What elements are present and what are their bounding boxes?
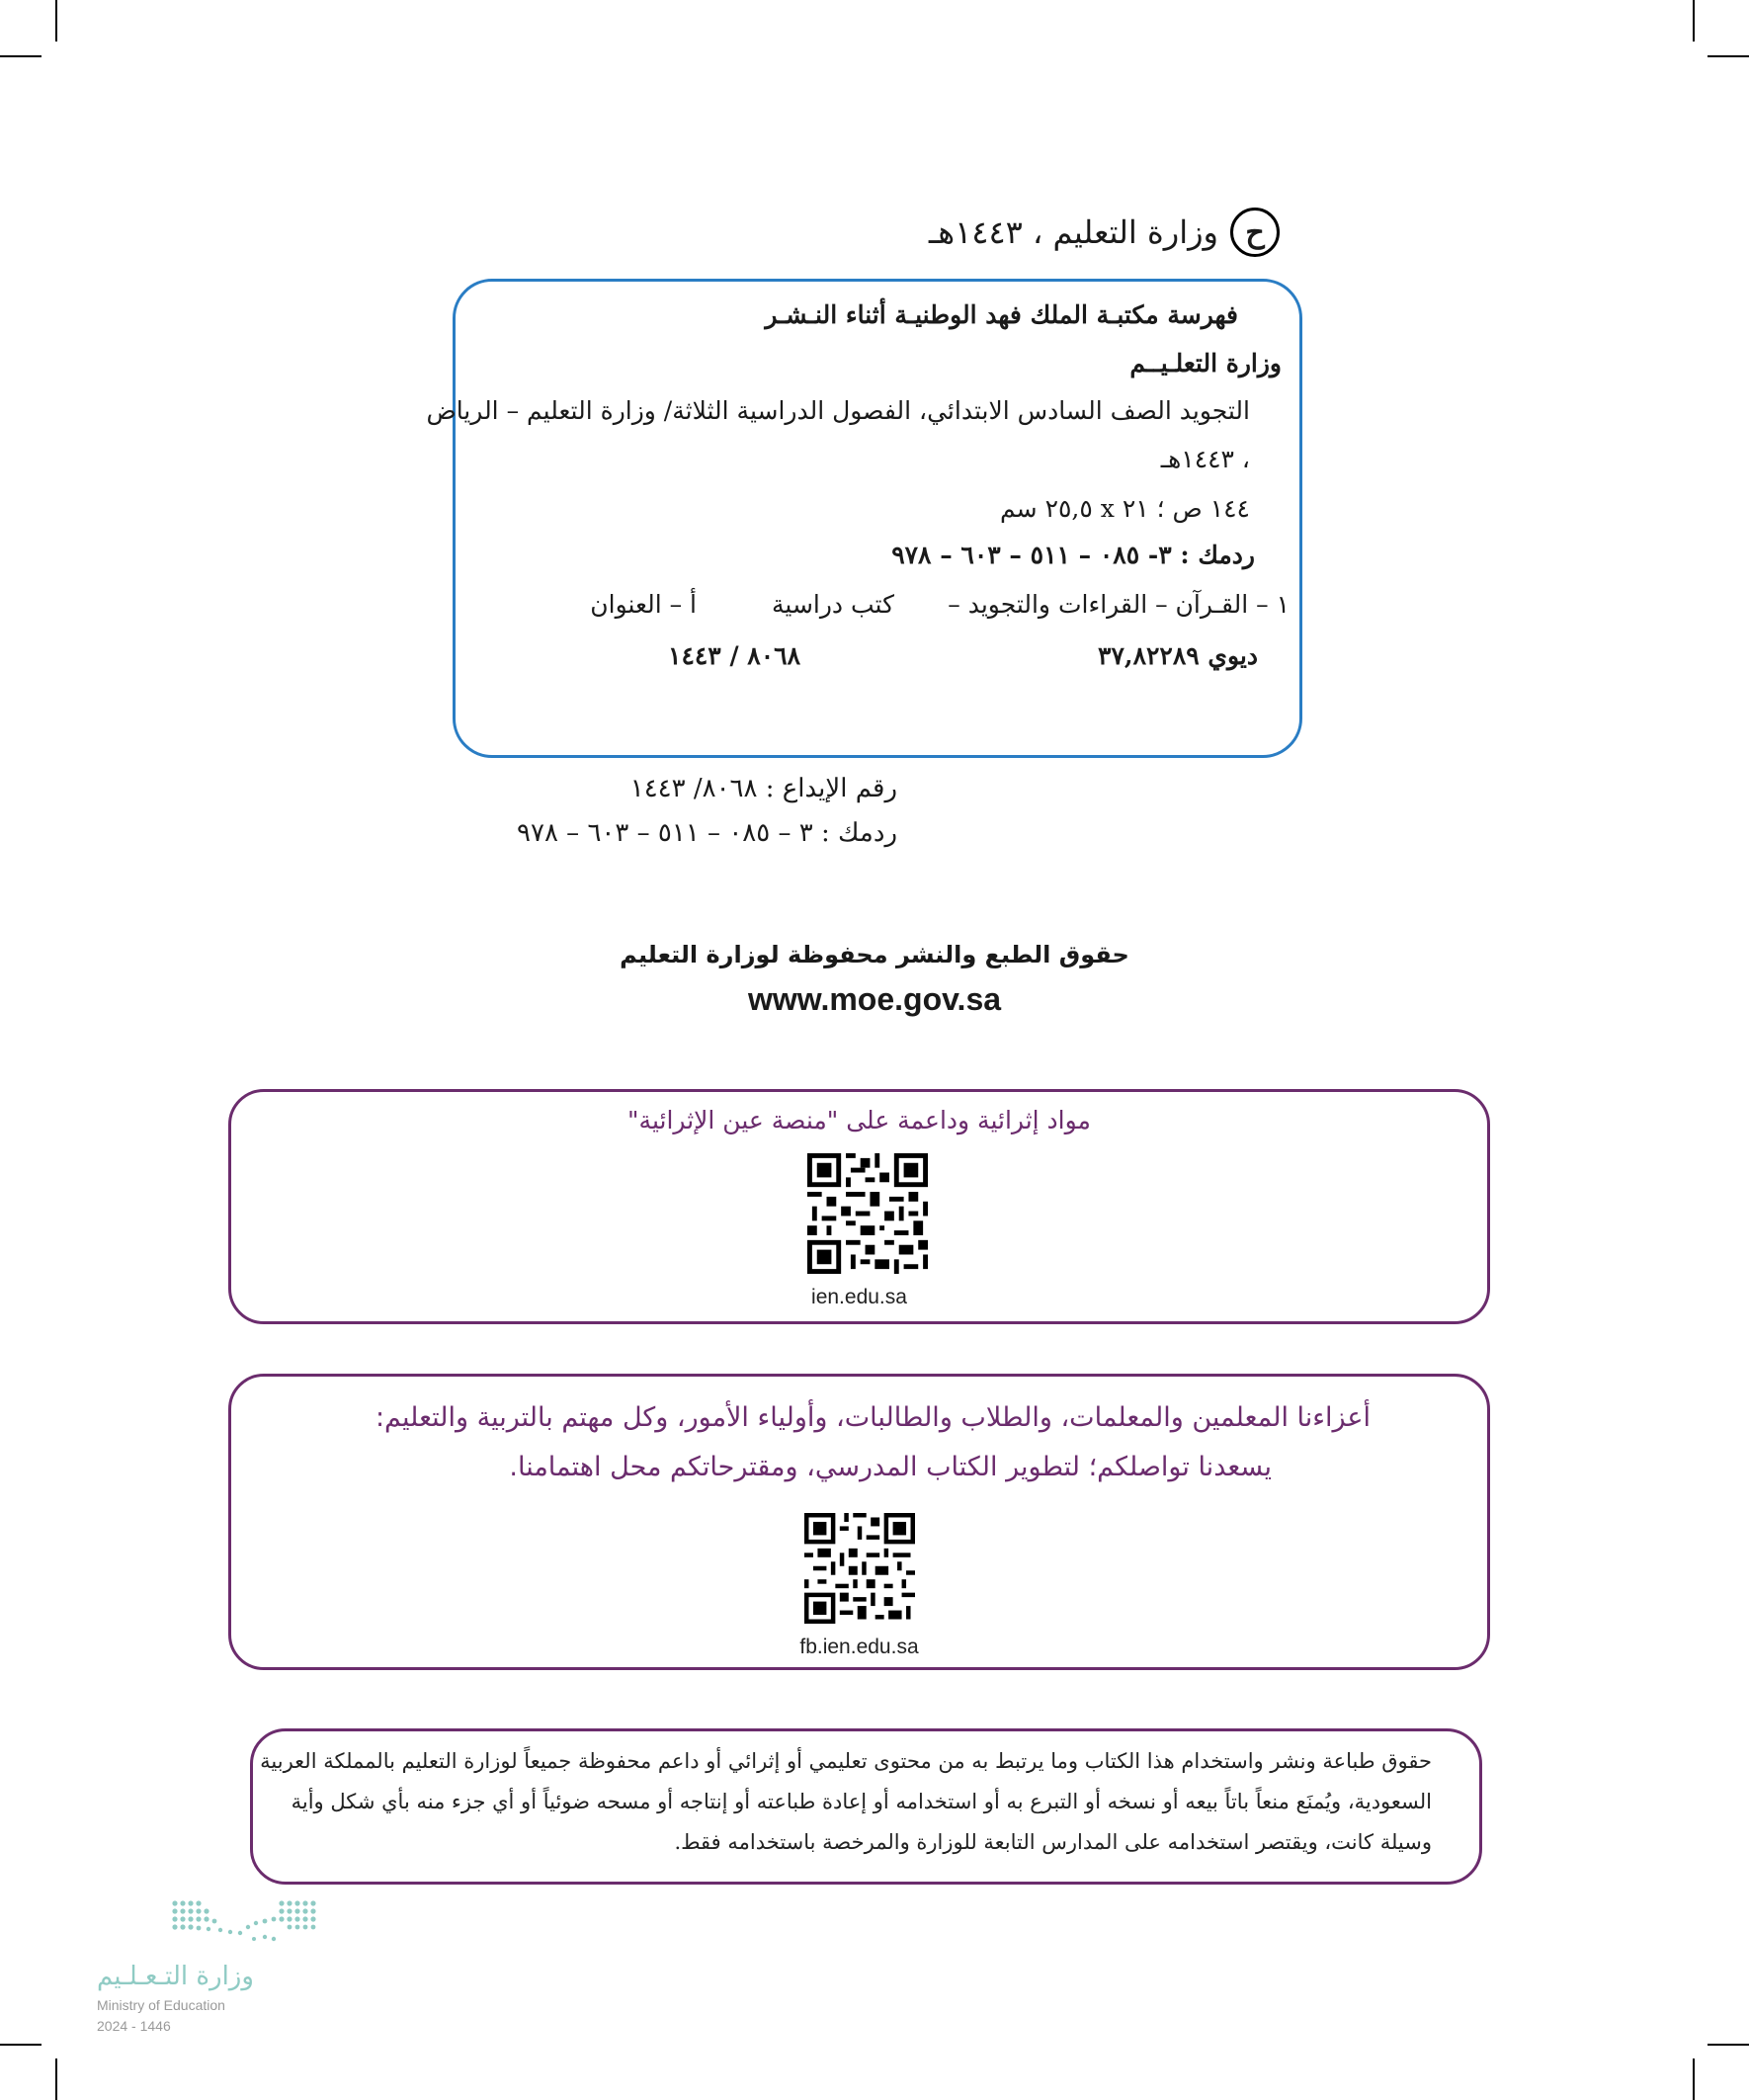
catalog-year: ، ١٤٤٣هـ: [1160, 445, 1250, 473]
feedback-box: [228, 1374, 1490, 1670]
ministry-logo-english: Ministry of Education: [97, 1997, 225, 2013]
ien-heading: مواد إثرائية وداعمة على "منصة عين الإثرائية": [627, 1106, 1091, 1134]
catalog-author: وزارة التعلـيــم: [1129, 349, 1282, 378]
ien-url[interactable]: ien.edu.sa: [811, 1286, 907, 1308]
legal-line-2: السعودية، ويُمنَع منعاً باتاً بيعه أو نسخه أو التبرع به أو استخدامه أو إعادة طباعته أو إنتاجه أو مسحه ضوئياً أو أي جزء منه بأي شكل وأية: [291, 1790, 1432, 1813]
feedback-line-1: أعزاءنا المعلمين والمعلمات، والطلاب والطالبات، وأولياء الأمور، وكل مهتم بالتربية والتعليم:: [375, 1402, 1371, 1433]
catalog-dewey: ديوي ٣٧,٨٢٢٨٩: [1098, 641, 1258, 670]
crop-mark: [1693, 0, 1695, 42]
catalog-subject-2: كتب دراسية: [772, 590, 894, 619]
crop-mark: [1693, 2058, 1695, 2100]
catalog-subject-1: ١ – القـرآن – القراءات والتجويد –: [948, 590, 1290, 619]
deposit-isbn: ردمك : ٣ – ٠٨٥ – ٥١١ – ٦٠٣ – ٩٧٨: [517, 818, 897, 848]
ministry-logo-arabic: وزارة التـعـلـيم: [97, 1962, 254, 1991]
moe-website-link[interactable]: www.moe.gov.sa: [747, 981, 1002, 1017]
catalog-title: فهرسة مكتبـة الملك فهد الوطنيـة أثناء النـشـر: [765, 300, 1238, 329]
ministry-logo-dots-icon: [171, 1897, 321, 1947]
copyright-icon: ح: [1230, 208, 1280, 257]
crop-mark: [55, 2058, 57, 2100]
legal-line-3: وسيلة كانت، ويقتصر استخدامه على المدارس التابعة للوزارة والمرخصة باستخدامه فقط.: [674, 1830, 1432, 1854]
crop-mark: [1707, 55, 1749, 57]
ien-qr-code-icon[interactable]: [807, 1153, 928, 1274]
catalog-pages: ١٤٤ ص ؛ ٢١ x ٢٥,٥ سم: [1000, 494, 1250, 523]
crop-mark: [0, 2044, 42, 2046]
ien-platform-box: [228, 1089, 1490, 1324]
catalog-isbn: ردمك : ٣- ٠٨٥ – ٥١١ – ٦٠٣ – ٩٧٨: [891, 541, 1255, 569]
feedback-qr-code-icon[interactable]: [804, 1513, 915, 1624]
copyright-text: وزارة التعليم ، ١٤٤٣هـ: [928, 213, 1218, 251]
catalog-book-line: التجويد الصف السادس الابتدائي، الفصول الدراسية الثلاثة/ وزارة التعليم – الرياض: [426, 396, 1250, 425]
catalog-dewey-number: ٨٠٦٨ / ١٤٤٣: [668, 641, 800, 670]
deposit-number: رقم الإيداع : ٨٠٦٨/ ١٤٤٣: [629, 774, 897, 803]
feedback-line-2: يسعدنا تواصلكم؛ لتطوير الكتاب المدرسي، ومقترحاتكم محل اهتمامنا.: [509, 1452, 1272, 1482]
catalog-box: [426, 279, 1302, 758]
crop-mark: [1707, 2044, 1749, 2046]
ministry-logo-years: 2024 - 1446: [97, 2018, 171, 2034]
legal-notice-box: [250, 1728, 1482, 1885]
feedback-url[interactable]: fb.ien.edu.sa: [799, 1636, 919, 1658]
legal-line-1: حقوق طباعة ونشر واستخدام هذا الكتاب وما يرتبط به من محتوى تعليمي أو إثرائي أو داعم محفوظة جميعاً لوزارة التعليم بالمملكة العربية: [260, 1749, 1432, 1773]
rights-title: حقوق الطبع والنشر محفوظة لوزارة التعليم: [620, 941, 1129, 968]
copyright-line: [929, 208, 1280, 257]
crop-mark: [0, 55, 42, 57]
crop-mark: [55, 0, 57, 42]
catalog-subject-3: أ – العنوان: [590, 590, 697, 619]
